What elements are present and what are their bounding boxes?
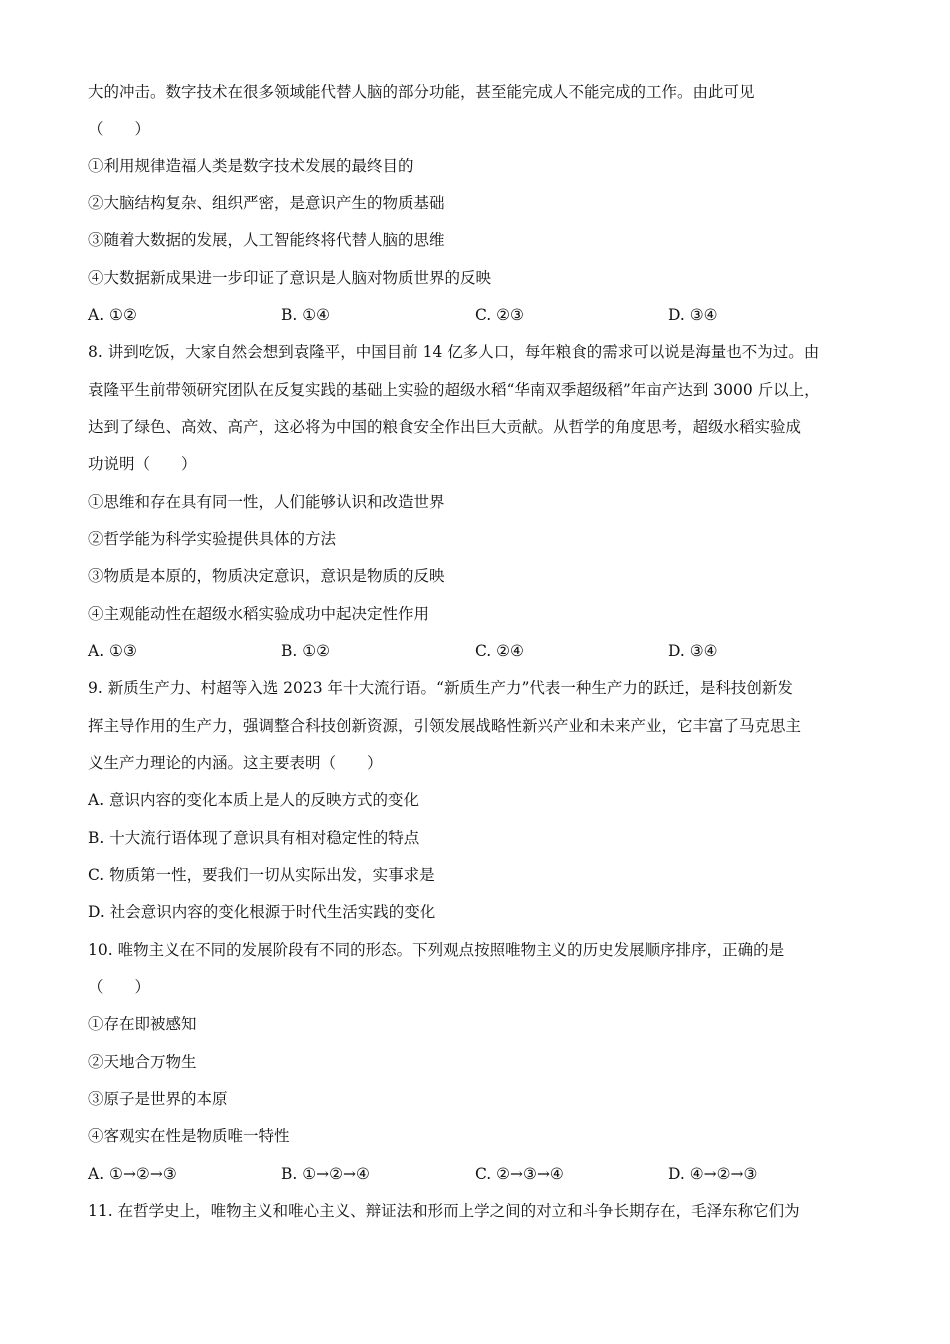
option-b: B. ①→②→④ bbox=[281, 1165, 370, 1183]
question-text: 11. 在哲学史上，唯物主义和唯心主义、辩证法和形而上学之间的对立和斗争长期存在，毛泽东称它们为 bbox=[88, 1202, 800, 1220]
answer-options bbox=[88, 305, 868, 325]
option-c: C. ②→③→④ bbox=[475, 1165, 564, 1183]
option-a: A. ①→②→③ bbox=[88, 1165, 177, 1183]
question-text: 8. 讲到吃饭，大家自然会想到袁隆平，中国目前 14 亿多人口，每年粮食的需求可以说是海量也不为过。由 bbox=[88, 343, 820, 361]
question-text: 袁隆平生前带领研究团队在反复实践的基础上实验的超级水稻“华南双季超级稻”年亩产达到 3000 斤以上， bbox=[88, 381, 820, 399]
question-text: 功说明（ ） bbox=[88, 455, 197, 473]
option-b: B. ①④ bbox=[281, 306, 331, 324]
option-a: A. 意识内容的变化本质上是人的反映方式的变化 bbox=[88, 791, 420, 809]
option-d: D. 社会意识内容的变化根源于时代生活实践的变化 bbox=[88, 903, 436, 921]
option-c: C. ②③ bbox=[475, 306, 524, 324]
text-line: ④客观实在性是物质唯一特性 bbox=[88, 1127, 290, 1145]
text-line: ③原子是世界的本原 bbox=[88, 1090, 228, 1108]
text-line: ①存在即被感知 bbox=[88, 1015, 197, 1033]
text-line: ①利用规律造福人类是数字技术发展的最终目的 bbox=[88, 157, 414, 175]
option-a: A. ①② bbox=[88, 306, 137, 324]
answer-options bbox=[88, 641, 868, 661]
text-line: ②哲学能为科学实验提供具体的方法 bbox=[88, 530, 337, 548]
option-d: D. ③④ bbox=[668, 642, 718, 660]
question-text: 10. 唯物主义在不同的发展阶段有不同的形态。下列观点按照唯物主义的历史发展顺序排序，正确的是 bbox=[88, 941, 785, 959]
text-line: ②大脑结构复杂、组织严密，是意识产生的物质基础 bbox=[88, 194, 445, 212]
text-line: ③物质是本原的，物质决定意识，意识是物质的反映 bbox=[88, 567, 445, 585]
option-d: D. ③④ bbox=[668, 306, 718, 324]
option-c: C. ②④ bbox=[475, 642, 524, 660]
text-line: 大的冲击。数字技术在很多领域能代替人脑的部分功能，甚至能完成人不能完成的工作。由此可见 bbox=[88, 83, 755, 101]
question-text: 9. 新质生产力、村超等入选 2023 年十大流行语。“新质生产力”代表一种生产力的跃迁，是科技创新发 bbox=[88, 679, 793, 697]
text-line: ②天地合万物生 bbox=[88, 1053, 197, 1071]
question-text: 挥主导作用的生产力，强调整合科技创新资源，引领发展战略性新兴产业和未来产业，它丰富了马克思主 bbox=[88, 717, 802, 735]
text-line: ④大数据新成果进一步印证了意识是人脑对物质世界的反映 bbox=[88, 269, 492, 287]
text-line: ④主观能动性在超级水稻实验成功中起决定性作用 bbox=[88, 605, 430, 623]
text-line: ①思维和存在具有同一性，人们能够认识和改造世界 bbox=[88, 493, 445, 511]
option-a: A. ①③ bbox=[88, 642, 137, 660]
text-line: ③随着大数据的发展，人工智能终将代替人脑的思维 bbox=[88, 231, 445, 249]
question-text: 义生产力理论的内涵。这主要表明（ ） bbox=[88, 754, 383, 772]
option-b: B. 十大流行语体现了意识具有相对稳定性的特点 bbox=[88, 829, 420, 847]
option-c: C. 物质第一性，要我们一切从实际出发，实事求是 bbox=[88, 866, 435, 884]
text-line: （ ） bbox=[88, 120, 151, 138]
option-b: B. ①② bbox=[281, 642, 331, 660]
answer-options bbox=[88, 1164, 868, 1184]
question-text: （ ） bbox=[88, 978, 151, 996]
option-d: D. ④→②→③ bbox=[668, 1165, 758, 1183]
question-text: 达到了绿色、高效、高产，这必将为中国的粮食安全作出巨大贡献。从哲学的角度思考，超级水稻实验成 bbox=[88, 418, 802, 436]
